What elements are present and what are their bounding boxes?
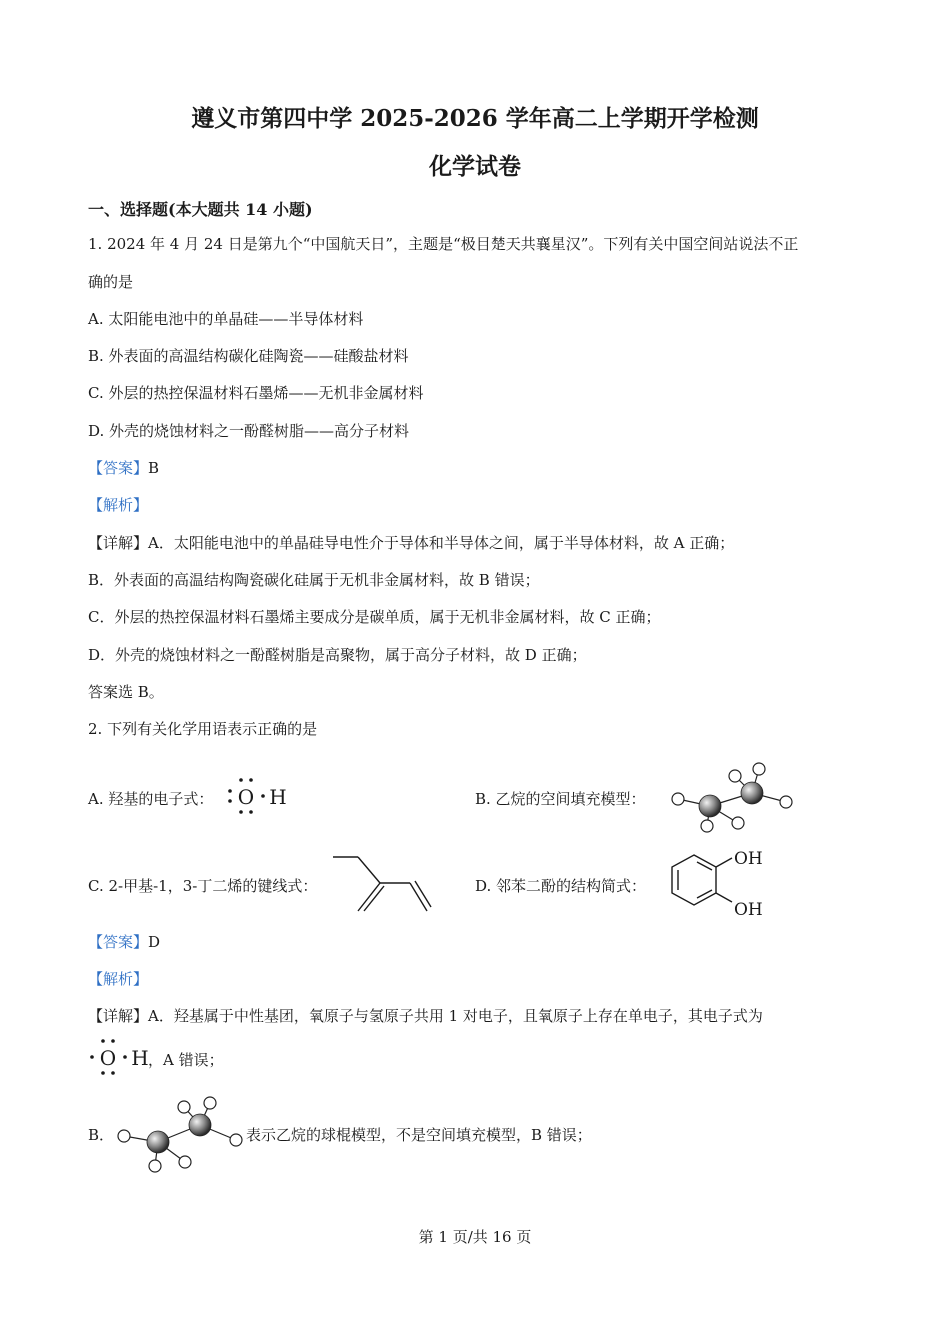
q2-analysis-tag: 【解析】 bbox=[88, 970, 149, 988]
q1-detail-line1 bbox=[88, 533, 734, 553]
page-number: 第 1 页/共 16 页 bbox=[418, 1228, 532, 1246]
q2-detail-text1: A．羟基属于中性基团，氧原子与氢原子共用 1 对电子，且氧原子上存在单电子，其电子式为 bbox=[148, 1007, 763, 1025]
q1-option-b: B. 外表面的高温结构碳化硅陶瓷——硅酸盐材料 bbox=[88, 347, 409, 365]
isoprene-skeletal-formula bbox=[330, 852, 434, 916]
q1-option-a: A. 太阳能电池中的单晶硅——半导体材料 bbox=[88, 310, 364, 328]
q2-option-b bbox=[88, 789, 646, 809]
detail-oh-h-label: H bbox=[131, 1046, 149, 1070]
oh-o-label: O bbox=[237, 785, 255, 809]
q2-option-d bbox=[88, 876, 647, 896]
q2-stem: 2. 下列有关化学用语表示正确的是 bbox=[88, 720, 318, 738]
q1-detail-line4: D．外壳的烧蚀材料之一酚醛树脂是高聚物，属于高分子材料，故 D 正确； bbox=[88, 646, 587, 664]
q1-answer-line bbox=[88, 458, 159, 478]
q2-answer-value: D bbox=[148, 933, 161, 951]
page-title: 遵义市第四中学 2025-2026 学年高二上学期开学检测 bbox=[191, 105, 759, 132]
oh-h-label: H bbox=[269, 785, 287, 809]
q2-answer-tag: 【答案】 bbox=[88, 933, 149, 951]
q2-option-a: A. 羟基的电子式： bbox=[88, 790, 214, 808]
section-heading: 一、选择题(本大题共 14 小题) bbox=[88, 200, 313, 219]
q2-option-d-text: D. 邻苯二酚的结构简式： bbox=[475, 877, 647, 895]
q2-option-c: C. 2-甲基-1，3-丁二烯的键线式： bbox=[88, 877, 318, 895]
q1-detail-line5: 答案选 B。 bbox=[88, 683, 164, 701]
q1-analysis-tag: 【解析】 bbox=[88, 496, 149, 514]
q2-detail-b-text: 表示乙烷的球棍模型，不是空间填充模型，B 错误； bbox=[246, 1126, 592, 1144]
q2-detail-a-end: ，A 错误； bbox=[148, 1051, 224, 1069]
q1-detail-line2: B．外表面的高温结构陶瓷碳化硅属于无机非金属材料，故 B 错误； bbox=[88, 571, 540, 589]
detail-oh-o-label: O bbox=[99, 1046, 117, 1070]
q2-answer-line bbox=[88, 932, 160, 952]
q1-answer-value: B bbox=[148, 459, 160, 477]
q1-answer-tag: 【答案】 bbox=[88, 459, 149, 477]
q1-detail-tag: 【详解】 bbox=[88, 534, 149, 552]
q2-option-b-text: B. 乙烷的空间填充模型： bbox=[475, 790, 646, 808]
q1-stem-line2: 确的是 bbox=[88, 273, 134, 291]
catechol-oh-top: OH bbox=[734, 849, 763, 869]
ethane-ball-model-option-b bbox=[668, 752, 798, 838]
page-subtitle: 化学试卷 bbox=[429, 153, 521, 180]
q2-detail-tag: 【详解】 bbox=[88, 1007, 149, 1025]
q2-detail-line1 bbox=[88, 1006, 763, 1026]
q1-detail-text1: A．太阳能电池中的单晶硅导电性介于导体和半导体之间，属于半导体材料，故 A 正确； bbox=[148, 534, 735, 552]
q1-option-d: D. 外壳的烧蚀材料之一酚醛树脂——高分子材料 bbox=[88, 422, 410, 440]
catechol-structure bbox=[664, 846, 774, 922]
catechol-oh-bottom: OH bbox=[734, 900, 763, 920]
q1-detail-line3: C．外层的热控保温材料石墨烯主要成分是碳单质，属于无机非金属材料，故 C 正确； bbox=[88, 608, 661, 626]
q1-stem-line1: 1. 2024 年 4 月 24 日是第九个“中国航天日”，主题是“极目楚天共襄星汉”。下列有关中国空间站说法不正 bbox=[88, 235, 799, 253]
q2-detail-b-prefix: B． bbox=[88, 1126, 115, 1144]
hydroxyl-electron-formula-detail bbox=[88, 1038, 152, 1078]
ethane-ball-stick-model-detail bbox=[112, 1094, 246, 1180]
q1-option-c: C. 外层的热控保温材料石墨烯——无机非金属材料 bbox=[88, 384, 424, 402]
